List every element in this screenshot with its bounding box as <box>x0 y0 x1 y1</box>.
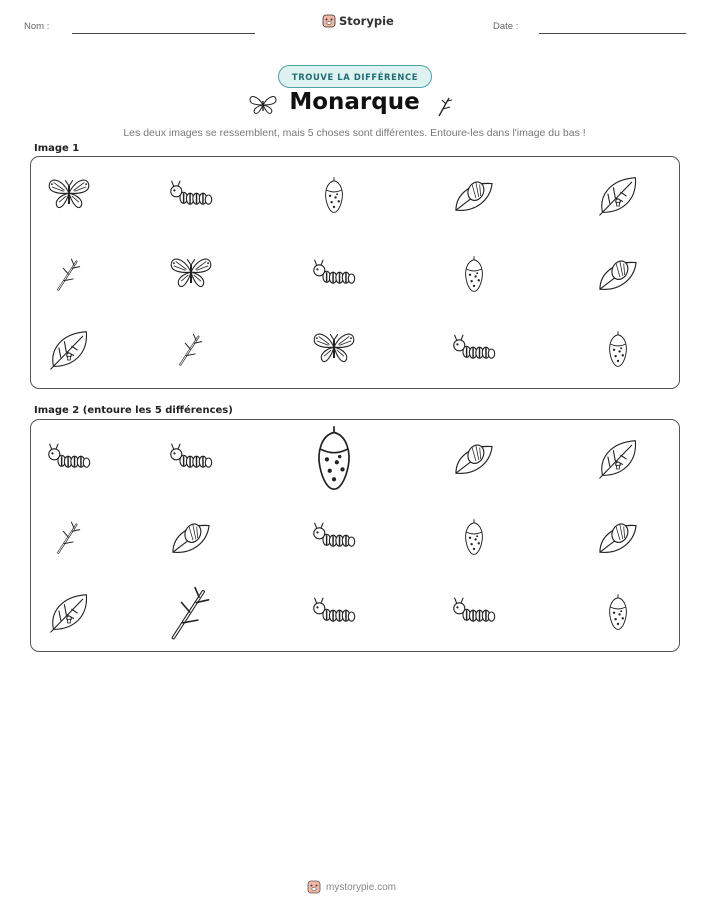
image2-panel <box>30 419 680 652</box>
instructions: Les deux images se ressemblent, mais 5 choses sont différentes. Entoure-les dans l'image du bas ! <box>123 127 586 139</box>
img1-chrysalis-icon[interactable] <box>321 176 347 214</box>
img1-chrysalis-icon[interactable] <box>605 330 631 368</box>
img2-chrysalis-icon[interactable] <box>605 593 631 631</box>
img2-twig-icon[interactable] <box>168 583 214 641</box>
twig-icon <box>435 94 455 118</box>
name-label: Nom : <box>24 21 50 32</box>
bear-logo-icon <box>307 880 321 894</box>
img2-leaf-icon[interactable] <box>597 437 639 479</box>
img2-chrysalis-icon[interactable] <box>461 518 487 556</box>
image1-label: Image 1 <box>34 143 80 154</box>
date-label: Date : <box>493 21 519 32</box>
name-line[interactable] <box>72 33 255 34</box>
brand-logo <box>322 14 394 28</box>
img2-chrysalis-icon[interactable] <box>312 424 356 492</box>
img1-caterpillar-icon[interactable] <box>451 334 497 364</box>
img2-caterpillar-icon[interactable] <box>168 443 214 473</box>
img1-twig-icon[interactable] <box>55 256 83 292</box>
img2-leaf-icon[interactable] <box>48 591 90 633</box>
image2-label: Image 2 (entoure les 5 différences) <box>34 405 233 416</box>
img1-twig-icon[interactable] <box>177 331 205 367</box>
img1-chrysalis-icon[interactable] <box>461 255 487 293</box>
footer <box>307 880 396 894</box>
img1-leaf-egg-icon[interactable] <box>452 176 496 214</box>
page-title: Monarque <box>289 89 420 115</box>
img1-leaf-egg-icon[interactable] <box>596 255 640 293</box>
img1-leaf-icon[interactable] <box>597 174 639 216</box>
footer-url: mystorypie.com <box>326 881 397 893</box>
img2-caterpillar-icon[interactable] <box>451 597 497 627</box>
img1-caterpillar-icon[interactable] <box>168 180 214 210</box>
img1-butterfly-icon[interactable] <box>311 331 357 367</box>
img1-butterfly-icon[interactable] <box>46 177 92 213</box>
bear-logo-icon <box>322 14 336 28</box>
img2-leaf-egg-icon[interactable] <box>452 439 496 477</box>
date-line[interactable] <box>539 33 686 34</box>
img2-caterpillar-icon[interactable] <box>311 597 357 627</box>
img2-caterpillar-icon[interactable] <box>46 443 92 473</box>
img2-leaf-egg-icon[interactable] <box>169 518 213 556</box>
brand-name: Storypie <box>339 14 394 28</box>
img2-caterpillar-icon[interactable] <box>311 522 357 552</box>
image1-panel <box>30 156 680 389</box>
img2-leaf-egg-icon[interactable] <box>596 518 640 556</box>
img2-twig-icon[interactable] <box>55 519 83 555</box>
img1-butterfly-icon[interactable] <box>168 256 214 292</box>
img1-leaf-icon[interactable] <box>48 328 90 370</box>
activity-badge: TROUVE LA DIFFÉRENCE <box>278 65 432 88</box>
img1-caterpillar-icon[interactable] <box>311 259 357 289</box>
